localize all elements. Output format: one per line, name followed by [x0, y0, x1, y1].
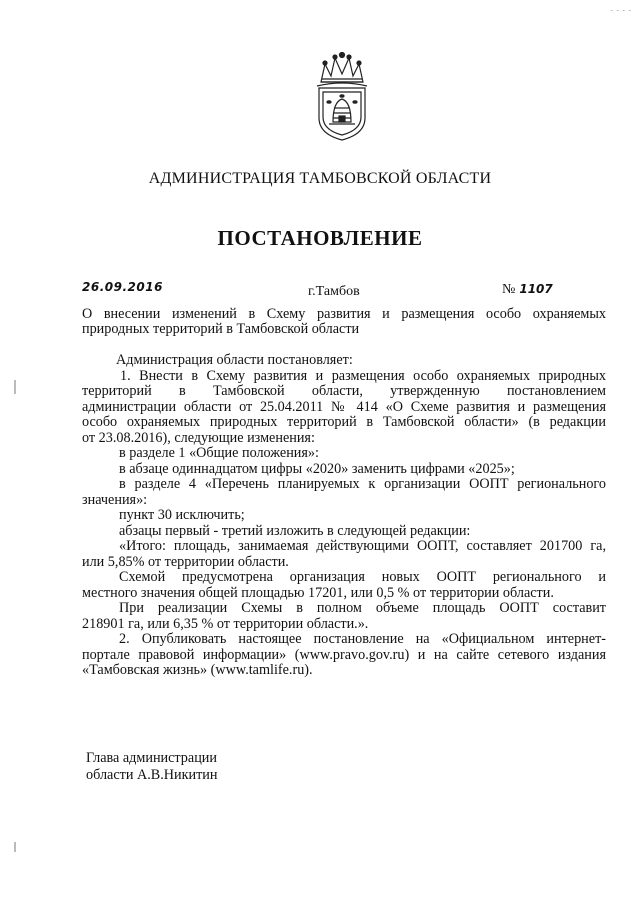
quote-2-line: местного значения общей площадью 17201, или 0,5 % от территории области. [82, 584, 554, 601]
document-title: ПОСТАНОВЛЕНИЕ [217, 226, 423, 250]
document-city: г.Тамбов [308, 284, 360, 299]
section-4-line: в разделе 4 «Перечень планируемых к организации ООПТ регионального [119, 476, 606, 492]
signature-name: области А.В.Никитин [86, 766, 218, 783]
quote-1-line: или 5,85% от территории области. [82, 553, 289, 570]
paragraph-1-line: особо охраняемых природных территорий в Тамбовской области» (в редакции [82, 414, 606, 430]
coat-of-arms-emblem [309, 52, 375, 142]
quote-3-line: 218901 га, или 6,35 % от территории области.». [82, 615, 369, 632]
scan-mark [14, 842, 16, 852]
subject-line: О внесении изменений в Схему развития и размещения особо охраняемых [82, 306, 606, 322]
section-1-change: в абзаце одиннадцатом цифры «2020» заменить цифрами «2025»; [119, 460, 515, 477]
signature-block [86, 750, 217, 783]
paragraphs-change-line: абзацы первый - третий изложить в следующей редакции: [119, 522, 471, 539]
organization-name: АДМИНИСТРАЦИЯ ТАМБОВСКОЙ ОБЛАСТИ [148, 170, 492, 187]
section-1-line: в разделе 1 «Общие положения»: [119, 445, 319, 461]
document-number [502, 282, 553, 298]
quote-1-line: «Итого: площадь, занимаемая действующими ООПТ, составляет 201700 га, [119, 538, 606, 554]
section-4-line: значения»: [82, 491, 148, 508]
point-30-line: пункт 30 исключить; [119, 507, 245, 523]
scan-mark [14, 380, 16, 394]
scan-mark: ‐ ‐ ‐ ‐ [610, 6, 632, 14]
document-body [82, 353, 606, 679]
paragraph-1-line: территорий в Тамбовской области, утвержденную постановлением [82, 383, 606, 399]
document-date: 26.09.2016 [82, 280, 163, 294]
quote-2-line: Схемой предусмотрена организация новых ООПТ регионального и [119, 569, 606, 585]
intro-line: Администрация области постановляет: [116, 352, 353, 368]
paragraph-2-line: «Тамбовская жизнь» (www.tamlife.ru). [82, 662, 313, 678]
number-label: № [502, 282, 516, 297]
paragraph-1-line: от 23.08.2016), следующие изменения: [82, 429, 315, 446]
quote-3-line: При реализации Схемы в полном объеме площадь ООПТ составит [119, 600, 606, 616]
paragraph-2-line: 2. Опубликовать настоящее постановление на «Официальном интернет- [119, 631, 606, 647]
paragraph-1-line: администрации области от 25.04.2011 № 414 «О Схеме развития и размещения [82, 398, 606, 415]
paragraph-2-line: портале правовой информации» (www.pravo.gov.ru) и на сайте сетевого издания [82, 646, 606, 663]
document-subject [82, 307, 606, 337]
signature-title: Глава администрации [86, 750, 217, 766]
subject-line: природных территорий в Тамбовской области [82, 321, 360, 337]
number-value: 1107 [519, 282, 553, 296]
paragraph-1-line: 1. Внести в Схему развития и размещения особо охраняемых природных [120, 367, 606, 384]
